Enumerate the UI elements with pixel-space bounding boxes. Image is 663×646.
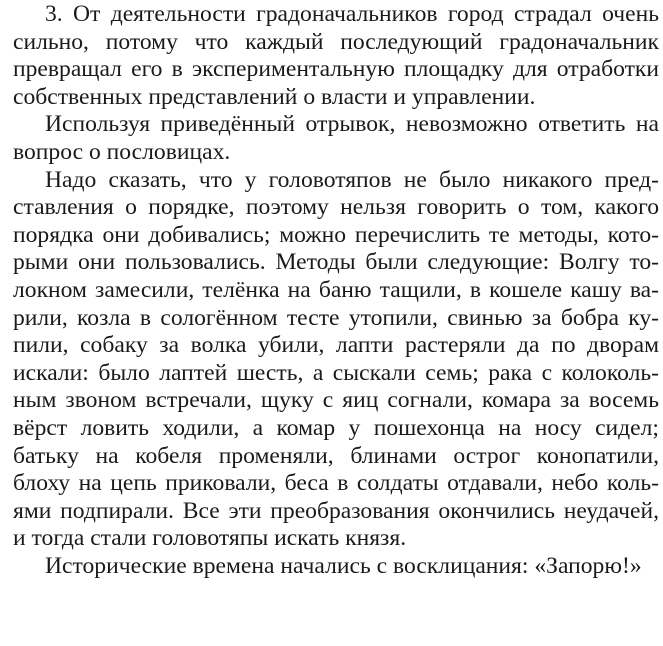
text-line: Исторические времена начались с восклицания: «Запорю!»	[45, 552, 642, 579]
text-line: и тогда стали головотяпы искать князя.	[13, 525, 407, 552]
text-line: искали: было лаптей шесть, а сыскали семь; рака с колоколь-	[13, 359, 659, 386]
text-line: ным звоном встречали, щуку с яиц согнали, комара за восемь	[13, 387, 659, 414]
text-line: ями подпирали. Все эти преобразования окончились неудачей,	[13, 497, 659, 524]
text-line: вёрст ловить ходили, а комар у пошехонца на носу сидел;	[13, 414, 659, 441]
text-page	[13, 0, 659, 580]
text-line: 3. От деятельности градоначальников город страдал очень	[45, 1, 659, 27]
text-line: рили, козла в сологённом тесте утопили, свинью за бобра ку-	[13, 304, 659, 331]
text-line: Надо сказать, что у головотяпов не было никакого пред-	[45, 166, 659, 193]
text-line: рыми они пользовались. Методы были следующие: Волгу то-	[13, 249, 659, 276]
text-line: локном замесили, телёнка на баню тащили, в кошеле кашу ва-	[13, 276, 659, 303]
text-line: сильно, потому что каждый последующий градоначальник	[13, 28, 659, 55]
text-line: ставления о порядке, поэтому нельзя говорить о том, какого	[13, 194, 659, 221]
text-line: собственных представлений о власти и управлении.	[13, 83, 536, 110]
text-line: блоху на цепь приковали, беса в солдаты отдавали, небо коль-	[13, 470, 659, 497]
text-line: батьку на кобеля променяли, блинами острог конопатили,	[13, 442, 659, 469]
text-line: пили, собаку за волка убили, лапти растеряли да по дворам	[13, 332, 659, 359]
text-line: Используя приведённый отрывок, невозможно ответить на	[45, 111, 659, 138]
text-line: превращал его в экспериментальную площадку для отработки	[13, 56, 659, 83]
text-line: порядка они добивались; можно перечислить те методы, кото-	[13, 221, 659, 248]
text-line: вопрос о пословицах.	[13, 138, 231, 165]
